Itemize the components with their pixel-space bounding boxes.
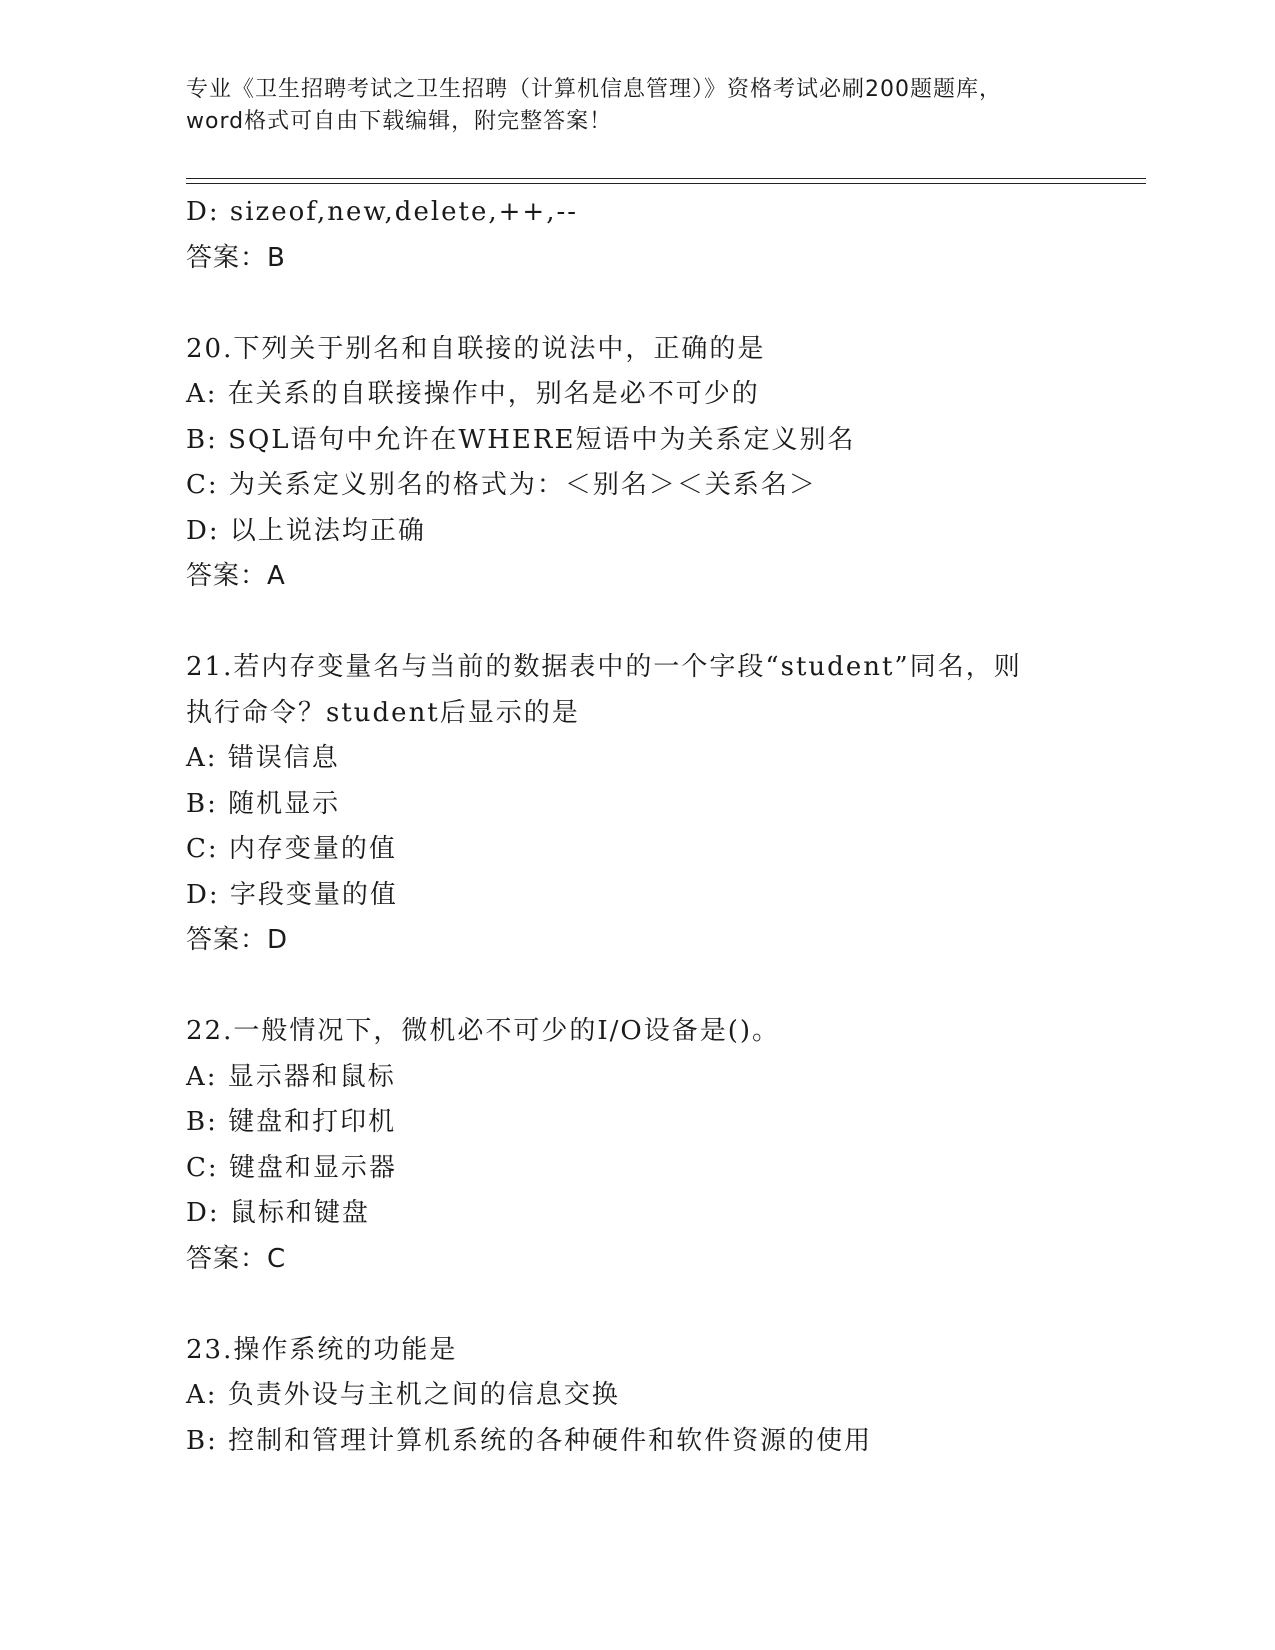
option-c: C: 为关系定义别名的格式为：＜别名＞＜关系名＞ — [186, 470, 817, 500]
option-d: D: 鼠标和键盘 — [186, 1198, 370, 1228]
option-d: D: sizeof,new,delete,++,-- — [186, 197, 579, 227]
document-header — [186, 74, 1146, 138]
answer: 答案：A — [186, 561, 286, 591]
question-stem: 23.操作系统的功能是 — [186, 1334, 458, 1365]
option-a: A: 错误信息 — [186, 743, 340, 773]
answer: 答案：C — [186, 1243, 287, 1274]
option-d: D: 字段变量的值 — [186, 879, 398, 910]
answer: 答案：B — [186, 242, 286, 273]
question-stem: 21.若内存变量名与当前的数据表中的一个字段“student”同名，则 — [186, 652, 1022, 682]
spacer — [186, 600, 1146, 646]
option-d: D: 以上说法均正确 — [186, 515, 426, 546]
spacer — [186, 964, 1146, 1010]
option-b: B: 随机显示 — [186, 788, 341, 819]
spacer — [186, 281, 1146, 327]
option-a: A: 在关系的自联接操作中，别名是必不可少的 — [186, 379, 760, 409]
question-stem-continued: 执行命令？student后显示的是 — [186, 697, 580, 728]
option-c: C: 键盘和显示器 — [186, 1152, 397, 1183]
header-divider-bottom — [186, 183, 1146, 184]
option-b: B: 控制和管理计算机系统的各种硬件和软件资源的使用 — [186, 1425, 873, 1456]
question-23 — [186, 1328, 1146, 1465]
header-line-1: 专业《卫生招聘考试之卫生招聘（计算机信息管理）》资格考试必刷200题题库， — [186, 77, 1002, 102]
question-stem: 22.一般情况下，微机必不可少的I/O设备是()。 — [186, 1016, 780, 1046]
spacer — [186, 1282, 1146, 1328]
question-22 — [186, 1009, 1146, 1282]
question-20 — [186, 327, 1146, 600]
document-body — [186, 190, 1146, 1464]
option-a: A: 负责外设与主机之间的信息交换 — [186, 1380, 620, 1410]
question-21 — [186, 645, 1146, 964]
header-divider-top — [186, 178, 1146, 179]
answer: 答案：D — [186, 925, 289, 955]
header-line-2: word格式可自由下载编辑，附完整答案！ — [186, 109, 613, 134]
option-c: C: 内存变量的值 — [186, 834, 397, 864]
option-b: B: 键盘和打印机 — [186, 1107, 397, 1137]
question-stem: 20.下列关于别名和自联接的说法中，正确的是 — [186, 333, 766, 364]
option-b: B: SQL语句中允许在WHERE短语中为关系定义别名 — [186, 424, 856, 455]
option-a: A: 显示器和鼠标 — [186, 1061, 396, 1092]
